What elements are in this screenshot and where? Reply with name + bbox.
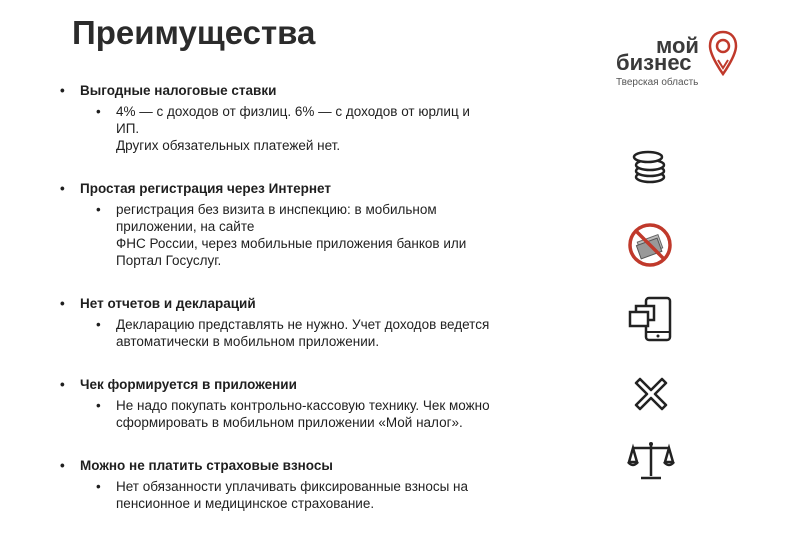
list-item: • Чек формируется в приложении • Не надо покупать контрольно-кассовую технику. Чек можно сформировать в мобильном приложении «Мой налог». (60, 376, 590, 431)
section-text: ФНС России, через мобильные приложения банков или (116, 236, 467, 251)
moy-biznes-logo (612, 28, 762, 92)
section-heading: Выгодные налоговые ставки (80, 83, 277, 98)
section-text: Портал Госуслуг. (116, 253, 222, 268)
cross-icon (630, 373, 672, 415)
section-text: пенсионное и медицинское страхование. (116, 496, 375, 511)
location-pin-icon (708, 30, 738, 80)
section-text: Нет обязанности уплачивать фиксированные взносы на (116, 479, 469, 494)
section-text: Других обязательных платежей нет. (116, 138, 341, 153)
list-item: • Простая регистрация через Интернет • регистрация без визита в инспекцию: в мобильном приложении, на сайте ФНС России, через мобильные приложения банков или Портал Госуслуг. (60, 180, 590, 269)
list-item: • Выгодные налоговые ставки • 4% — с доходов от физлиц. 6% — с доходов от юрлиц и ИП. Других обязательных платежей нет. (60, 82, 590, 154)
section-text: автоматически в мобильном приложении. (116, 334, 380, 349)
section-heading: Можно не платить страховые взносы (80, 458, 333, 473)
section-text: Не надо покупать контрольно-кассовую технику. Чек можно (116, 398, 490, 413)
section-heading: Нет отчетов и деклараций (80, 296, 256, 311)
section-text: приложении, на сайте (116, 219, 255, 234)
scales-icon (627, 440, 675, 482)
section-text: 4% — с доходов от физлиц. 6% — с доходов от юрлиц и (116, 104, 470, 119)
list-item: • Нет отчетов и деклараций • Декларацию представлять не нужно. Учет доходов ведется автоматически в мобильном приложении. (60, 295, 590, 350)
logo-region: Тверская область (616, 77, 699, 88)
no-papers-icon (627, 222, 673, 268)
logo-line-1: мой (656, 33, 699, 58)
section-text: сформировать в мобильном приложении «Мой налог». (116, 415, 463, 430)
page-title: Преимущества (72, 14, 316, 51)
devices-icon (628, 296, 674, 344)
list-item: • Можно не платить страховые взносы • Нет обязанности уплачивать фиксированные взносы на пенсионное и медицинское страхование. (60, 457, 590, 512)
advantages-list (60, 82, 590, 512)
logo-line-2: бизнес (616, 50, 692, 75)
section-text: ИП. (116, 121, 140, 136)
section-text: Декларацию представлять не нужно. Учет доходов ведется (116, 317, 490, 332)
section-heading: Чек формируется в приложении (80, 377, 297, 392)
coins-icon (628, 145, 670, 187)
section-heading: Простая регистрация через Интернет (80, 181, 331, 196)
section-text: регистрация без визита в инспекцию: в мобильном (116, 202, 437, 217)
